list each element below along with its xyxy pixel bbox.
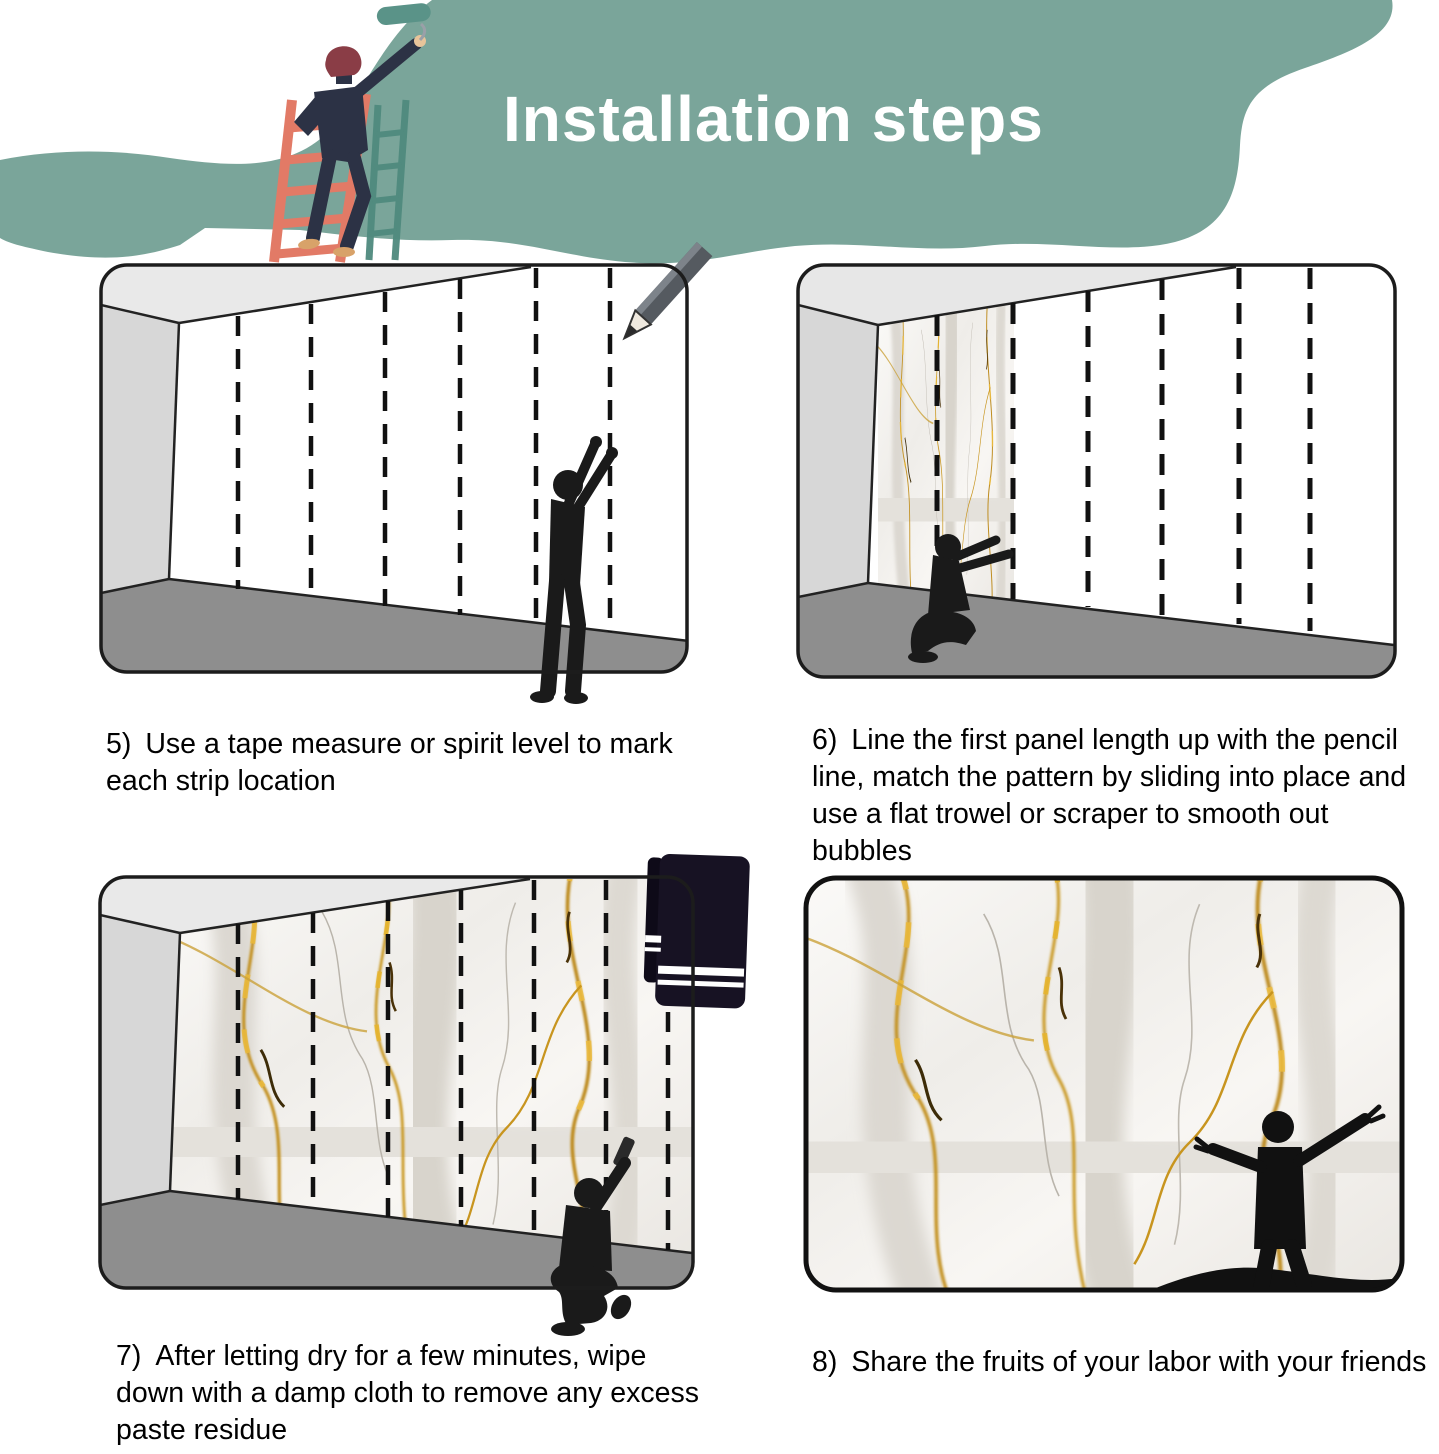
paint-roller-icon: [376, 2, 432, 40]
panel-step-8-finished-wall: [803, 875, 1405, 1293]
caption-step-6: [812, 722, 1436, 870]
step-text: Use a tape measure or spirit level to mark each strip location: [106, 728, 673, 797]
caption-step-8: [812, 1344, 1439, 1381]
step-text: Share the fruits of your labor with your friends: [851, 1346, 1427, 1378]
step-number: 8): [812, 1346, 838, 1378]
room-side-wall: [798, 305, 878, 597]
room-side-wall: [101, 305, 179, 593]
page-title: Installation steps: [503, 83, 1044, 155]
marble-wall-full: [783, 846, 1426, 1313]
panel-step-6-hang-first-panel: [796, 263, 1397, 679]
step-text: Line the first panel length up with the pencil line, match the pattern by sliding into place and use a flat trowel or scraper to smooth out bubbles: [812, 724, 1407, 867]
caption-step-7: [116, 1338, 716, 1449]
step-number: 6): [812, 724, 838, 756]
step-number: 5): [106, 728, 132, 760]
ladder-shadow: [369, 100, 406, 260]
panel-step-5-mark-strip-locations: [99, 263, 689, 674]
caption-step-5: [106, 726, 712, 800]
step-number: 7): [116, 1340, 142, 1372]
panel-step-7-wipe-down-wall: [98, 875, 695, 1290]
step-text: After letting dry for a few minutes, wipe down with a damp cloth to remove any excess paste residue: [116, 1340, 699, 1446]
painter-on-ladder-illustration: [250, 0, 505, 266]
room-side-wall: [100, 915, 180, 1205]
